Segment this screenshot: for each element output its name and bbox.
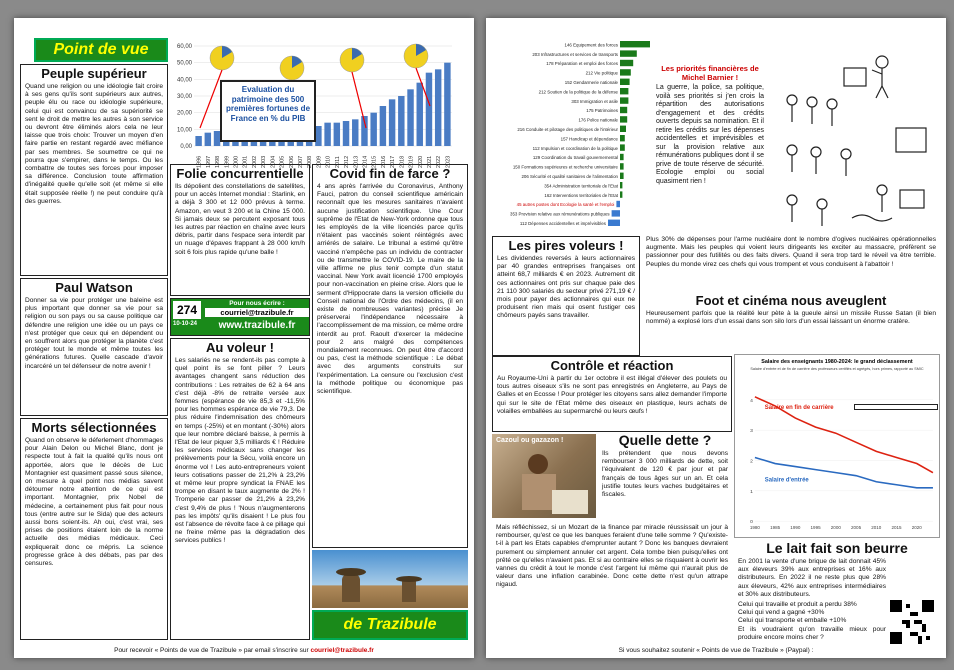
x-tick-label: 2017	[390, 155, 397, 168]
article-title: Quelle dette ?	[618, 432, 712, 448]
fortune-bar	[205, 133, 211, 146]
priority-label: 129 Coordination du travail gouvernemental	[532, 155, 618, 161]
priority-bar	[620, 79, 630, 85]
priority-bar	[620, 50, 637, 56]
article-title: Au voleur !	[206, 340, 274, 355]
article-foot	[642, 292, 940, 354]
x-tick-label: 2005	[279, 155, 286, 168]
priority-label: 157 Handicap et dépendance	[560, 136, 618, 142]
article-body: Les salariés ne se rendent-ils pas compte à quel point ils se font piller ? Leurs avantages changent sans réduction des contributions : Les retraites de 62 à 64 ans c'est déjà -8% de retraite versée aux femmes (espérance de vie 85,3 et -11,5% pour les hommes espérance de vie 79,3. De plus réduire l'indemnisation des chômeurs en temps (-25%) et en montant (-30%) alors que leur nombre déclaré baisse, à permis à l'Etat de leur piquer 3,5 milliards € ! Réduire les services médicaux sans changer les prélèvements pour la Sécu, voilà encore un énorme vol ! Les auto-entrepreneurs voient leurs cotisations passer de 21,2% à 23,2% et même leur propre syndicat la FNAE les trompe en disant le taux augmente de 2% ! Tromperie car passer de 21,2% à 23,2% c'est 9,4% de plus ! 'Nous n'augmenterons pas les impôts' qu'ils disaient ! Le plus fou est l'absence de révolte face à ce pillage qui ne freine même pas la dégradation des services publics !	[175, 357, 305, 545]
fortune-bar	[426, 73, 432, 146]
priority-bar	[620, 107, 627, 113]
photo-label: Cazoul ou gazazon !	[496, 437, 564, 444]
x-tick-label: 1985	[770, 525, 781, 531]
dette-continued: Mais réfléchissez, si un Mozart de la finance par miracle réussissait un jour à rembourser, qu'est ce que les banques feraient d'une telle somme ? Qu'existe-t-il à part les Etats capables d'emprunter autant ? Donc les banques devraient purement ou simplement annuler cet argent. Cela tombe bien puisqu'elles ont prêté ce qu'elles n'avaient pas. Et si au contraire elles se risquaient à ouvrir les vannes du crédit à tout le monde c'est l'argent lui même qui n'aurait plus de valeur dans une inflation carabinée. Donc cette dette n'est qu'un attrape nigaud.	[496, 524, 728, 589]
x-tick-label: 1980	[749, 525, 760, 531]
article-body: 4 ans après l'arrivée du Coronavirus, Anthony Fauci, patron du conseil scientifique américain reconnaît que les mesures sanitaires n'avaient aucune justification scientifique. Une Cour suprême de l'Etat de New-York ordonne que tous les employés de la ville licenciés parce qu'ils n'étaient pas vaccinés soient réintégrés avec arriérés de salaire. Le tribunal a estimé qu'être vacciné n'empêche pas un individu de contracter ou de transmettre le COVID-19. Le maire de la ville affirme ne plus tenir compte d'un statut vaccinal. New York avait licencié 1700 employés pour non-vaccination en pleine crise. Alors que le serment d'Hippocrate dans la version officielle du Conseil national de l'Ordre des médecins, (il en existe de nombreuses variantes) précise Je préserverai l'indépendance nécessaire à l'accomplissement de ma mission, ce même ordre interdit au prof. Raoult d'exercer la médecine pour 2 ans malgré des compétences mondialement reconnues. On peut être d'accord ou pas, c'est la méthode scientifique : Le débat avec des arguments construits sur l'expérimentation. La censure ou l'exclusion c'est la méthode politique ou économique pas scientifique.	[317, 183, 464, 396]
x-tick-label: 1995	[810, 525, 821, 531]
article-covid	[312, 164, 468, 548]
x-tick-label: 2000	[233, 155, 240, 168]
priority-label: 303 Immigration et asile	[571, 98, 618, 104]
priority-label: 178 Préparation et emploi des forces	[546, 61, 618, 67]
priority-bar	[616, 201, 620, 207]
fortune-bar	[398, 96, 404, 146]
chart-caption: Evaluation du patrimoine des 500 premières fortunes de France en % du PIB	[220, 80, 316, 142]
footer-email[interactable]: courriel@trazibule.fr	[310, 647, 374, 654]
x-tick-label: 2008	[307, 155, 314, 168]
right-page	[486, 18, 946, 658]
article-body: En 2001 la vente d'une brique de lait donnait 45% aux éleveurs 39% aux entreprises et 16% aux distributeurs. En 2022 il ne reste plus que 28% aux éleveurs, 42% aux entreprises intermédiaires et 30% aux distributeurs.	[738, 558, 886, 598]
x-tick-label: 1990	[790, 525, 801, 531]
x-tick-label: 1996	[196, 155, 203, 168]
fortune-bar	[444, 63, 450, 146]
x-tick-label: 2020	[417, 155, 424, 168]
article-body: Ils dépolient des constellations de satellites, pour un accès Internet mondial : Starlink, en a déjà 3 300 et 12 000 prévus à terme. Amazon, en veut 3 200 et la Chine 15 000. Si jamais deux se percutent exposant tous les autres par réaction en chaîne avec leurs débris, partir dans l'espace sera interdit par un nuage d'épaves frappant à 28 000 km/h soit 6 fois plus rapide qu'une balle !	[175, 183, 305, 256]
priority-bar	[620, 69, 631, 75]
priority-bar	[620, 126, 626, 132]
cartoon-illustration	[772, 40, 938, 236]
priority-label: 162 Interventions territoriales de l'Etat	[544, 192, 618, 198]
x-tick-label: 2002	[251, 155, 258, 168]
y-tick-label: 4	[750, 398, 753, 404]
fortune-bar	[352, 119, 358, 146]
priorities-chart	[492, 38, 650, 234]
priority-label: 203 Infrastructures et services de transports	[532, 51, 618, 57]
x-tick-label: 1999	[224, 155, 231, 168]
arrow	[200, 70, 222, 128]
y-tick-label: 30,00	[176, 94, 192, 100]
qr-code[interactable]	[890, 600, 934, 644]
priorities-title: Les priorités financières de Michel Barnier !	[661, 64, 759, 82]
x-tick-label: 1998	[215, 155, 222, 168]
article-watson	[20, 278, 168, 416]
fortune-bar	[407, 89, 413, 146]
issue-box	[170, 298, 310, 336]
y-tick-label: 50,00	[176, 60, 192, 67]
series-label-fin: Salaire en fin de carrière	[764, 404, 834, 411]
priority-bar	[620, 191, 622, 197]
x-tick-label: 2016	[380, 155, 387, 168]
left-footer	[14, 647, 474, 654]
priority-label: 176 Police nationale	[578, 117, 618, 123]
x-tick-label: 2013	[353, 155, 360, 168]
priority-bar	[620, 173, 624, 179]
issue-email[interactable]: courriel@trazibule.fr	[205, 308, 309, 317]
priority-label: 206 Sécurité et qualité sanitaires de l'alimentation	[521, 174, 618, 179]
article-body: Ils prétendent que nous devons rembourser 3 000 milliards de dette, soit l'équivalent de 120 € par jour et par français de tous âges sur un an. Et cela justifie toutes leurs vaches budgétaires et fiscales.	[602, 450, 728, 499]
x-tick-label: 2010	[871, 525, 882, 531]
x-tick-label: 2012	[344, 155, 351, 168]
lait-line-3: Celui qui transporte et emballe +10%	[738, 617, 847, 625]
x-tick-label: 2015	[891, 525, 902, 531]
priority-label: 152 Gendarmerie nationale	[564, 80, 618, 85]
fortune-bar	[343, 121, 349, 146]
lait-line-4: Et ils voudraient qu'on travaille mieux pour produire encore moins cher ?	[738, 625, 886, 640]
article-body: Les dividendes reversés à leurs actionnaires par 40 grandes entreprises françaises ont atteint 68,7 milliards € en 2023. Autrement dit ces actionnaires ont pris sur chaque paie des 21 110 300 salariés du secteur privé 271,19 € / mois pour payer des actionnaires qui eux ne produisent rien mais qui osent fustiger ces chômeurs payés sans travailler.	[497, 255, 635, 320]
article-pires	[492, 236, 640, 356]
priority-bar	[620, 163, 624, 169]
priority-label: 45 autres postes dont Ecologie la santé et l'emploi	[516, 202, 615, 208]
x-tick-label: 2020	[911, 525, 922, 531]
fortune-bar	[417, 83, 423, 146]
x-tick-label: 2006	[288, 155, 295, 168]
article-title: Folie concurrentielle	[176, 166, 304, 181]
issue-date: 10-10-24	[173, 321, 198, 327]
x-tick-label: 2004	[270, 155, 277, 168]
article-folie	[170, 164, 310, 296]
article-title: Foot et cinéma nous aveuglent	[695, 293, 887, 308]
priority-label: 112 Dépenses accidentelles et imprévisibles	[519, 221, 606, 226]
x-tick-label: 2005	[851, 525, 862, 531]
x-tick-label: 2010	[325, 155, 332, 168]
y-tick-label: 60,00	[176, 44, 192, 50]
priority-bar	[608, 220, 620, 226]
priority-label: 212 Vie politique	[585, 70, 618, 76]
priority-label: 112 Impulsion et coordination de la politique	[532, 145, 618, 151]
y-tick-label: 0,00	[180, 144, 192, 150]
priority-bar	[612, 210, 620, 216]
issue-number: 274	[173, 301, 201, 319]
x-tick-label: 2007	[297, 155, 304, 168]
x-tick-label: 2023	[445, 155, 452, 168]
priorities-block	[652, 64, 768, 230]
y-tick-label: 1	[750, 489, 753, 495]
article-controle	[492, 356, 732, 432]
article-dette	[598, 432, 732, 522]
priority-label: 175 Patrimoines	[586, 108, 618, 114]
banner-de-trazibule: de Trazibule	[312, 610, 468, 640]
x-tick-label: 2022	[436, 155, 443, 168]
lait-line-2: Celui qui vend a gagné +30%	[738, 609, 825, 617]
footer-text: Pour recevoir « Points de vue de Trazibule » par email s'inscrire sur	[114, 647, 309, 654]
article-title: Paul Watson	[55, 280, 133, 295]
priority-bar	[620, 41, 650, 47]
left-page	[14, 18, 474, 658]
priority-bar	[620, 97, 628, 103]
y-tick-label: 2	[750, 459, 753, 465]
x-tick-label: 1997	[205, 155, 212, 168]
priority-bar	[620, 154, 624, 160]
fortune-bar	[380, 106, 386, 146]
write-label: Pour nous écrire :	[229, 300, 285, 307]
article-body: Au Royaume-Uni à partir du 1er octobre il est illégal d'élever des poulets ou tous autres oiseaux s'ils ne sont pas enregistrés en Angleterre, au Pays de Galles et en Ecosse ! Pour protéger les citoyens sans allez demander l'importe qui sur le site de l'Etat même des oiseaux en plastique, leurs achats de volailles emballées au supermarché ou leurs œufs !	[497, 375, 727, 415]
priority-label: 353 Provision relative aux rémunérations publiques	[510, 211, 610, 217]
lait-line-1-text: Celui qui travaille et produit a perdu 38%	[738, 601, 857, 609]
y-tick-label: 0	[750, 520, 753, 526]
y-tick-label: 3	[750, 429, 753, 435]
y-tick-label: 20,00	[176, 110, 192, 117]
article-body: Donner sa vie pour protéger une baleine est plus important que donner sa vie pour sa religion ou son pays ou sa cause politique car défendre une religion une idée ou un pays ce n'est protéger que ceux qui en dépendent ou en souffrent alors que protéger la planète c'est protéger tout le monde et même toutes les générations futures. Quelle cascade d'avoir incarcéré un tel défenseur de notre avenir !	[25, 297, 163, 370]
salary-note	[854, 404, 938, 410]
x-tick-label: 2019	[408, 155, 415, 168]
article-title: Le lait fait son beurre	[766, 540, 908, 556]
x-tick-label: 2014	[362, 155, 369, 168]
article-title: Contrôle et réaction	[550, 358, 674, 373]
fortune-bar	[324, 123, 330, 146]
issue-site[interactable]: www.trazibule.fr	[218, 320, 296, 331]
x-tick-label: 2021	[426, 155, 433, 168]
x-tick-label: 2018	[399, 155, 406, 168]
x-tick-label: 2011	[334, 156, 341, 168]
fortune-bar	[334, 123, 340, 146]
x-tick-label: 2000	[830, 525, 841, 531]
priority-bar	[620, 135, 625, 141]
priority-bar	[620, 144, 625, 150]
x-tick-label: 2001	[242, 155, 249, 168]
article-title: Covid fin de farce ?	[329, 166, 451, 181]
right-footer: Si vous souhaitez soutenir « Points de vue de Trazibule » (Paypal) :	[618, 647, 814, 654]
fortune-bar	[195, 136, 201, 146]
article-peuple	[20, 64, 168, 276]
article-body: Quand on observe le déferlement d'hommages pour Alain Delon ou Michel Blanc, dont je respecte tout à fait la qualité qu'ils nous ont apportée, alors que le décès de Luc Montagnier est quasiment passé sous silence, on mesure à quel point nos médias savent détourner notre attention de ce qui est important. Montagnier, prix Nobel de médecine, a certainement plus fait pour nous tous (entre autre sur le Sida) que des acteurs aussi bons soient-ils. Ah oui, c'est vrai, ses prises de positions étaient loin de la norme actuelle des médias médicaux. Ceci expliquerait donc ce mépris. La science progresse grâce à des débats, pas par des censures.	[25, 437, 163, 568]
priority-bar	[620, 60, 633, 66]
salary-chart-title: Salaire des enseignants 1980-2024: le grand déclassement	[761, 358, 913, 365]
priority-bar	[620, 182, 622, 188]
x-tick-label: 2015	[371, 155, 378, 168]
priority-bar	[620, 88, 628, 94]
article-title: Les pires voleurs !	[508, 238, 624, 253]
priority-label: 146 Equipement des forces	[564, 42, 618, 48]
salary-chart	[734, 354, 940, 538]
landscape-photo	[312, 550, 468, 608]
priorities-body: La guerre, la police, sa politique, voilà ses priorités si j'en crois la répartition des autorisations d'engagement et des crédits ouverts depuis sa nomination. Et il retire les crédits sur les dépenses accidentelles et imprévisibles et sur la provision relative aux rémunérations publiques dont il se prive de toute réserve de sécurité. Ecologie emploi ou social quasiment rien !	[656, 84, 764, 185]
priority-label: 354 Administration territoriale de l'Etat	[544, 183, 618, 189]
series-label-entree: Salaire d'entrée	[764, 477, 809, 484]
article-morts	[20, 418, 168, 640]
article-voleur	[170, 338, 310, 640]
priority-label: 212 Soutien de la politique de la défense	[538, 89, 618, 95]
salary-chart-subtitle: Salaire d'entrée et de fin de carrière des professeurs certifiés et agrégés, hors primes, rapporté au SMIC	[750, 366, 924, 371]
article-body: Quand une religion ou une idéologie fait croire à ses gens qu'ils sont supérieurs aux autres, peuple élu ou race ou idéologie supérieure, celui qui est convaincu de sa supériorité se sent le droit de mettre les autres à son service ou devront être éliminés alors cela ne leur laisse que trois choix: Trouver un moyen d'en faire partie en restant regardé avec méfiance par ses membres. Se soumettre ce qui ne pourra que s'empirer, dans le temps. Ou les combattre de toutes ses forces pour imposer sa différence. Conclusion toute affirmation d'inégalité quelle qu'elle soit (et même si elle était supposée réelle !) ne peut conduire qu'à des guerres.	[25, 83, 163, 205]
fortune-bar	[315, 126, 321, 146]
x-tick-label: 2003	[261, 155, 268, 168]
x-tick-label: 2009	[316, 155, 323, 168]
article-title: Morts sélectionnées	[31, 420, 157, 435]
fortune-bar	[435, 69, 441, 146]
nuclear-text: Plus 30% de dépenses pour l'arme nucléaire dont le nombre d'ogives nucléaires opérationnelles augmente. Mais les peuples qui voient leurs dirigeants les exciter au massacre, préfèrent se passionner pour des futilités ou des faits divers. Quand il sera trop tard le réveil va être terrible. Peuples du monde virez ces chefs qui vous trompent et vous conduisent à l'abattoir !	[646, 236, 936, 268]
y-tick-label: 10,00	[176, 127, 192, 134]
priority-label: 150 Formations supérieures et recherche universitaire	[512, 164, 618, 170]
banner-point-de-vue: Point de vue	[34, 38, 168, 62]
priority-bar	[620, 116, 627, 122]
priority-label: 216 Conduite et pilotage des politiques de l'intérieur	[517, 127, 618, 132]
fortune-bar	[389, 99, 395, 146]
y-tick-label: 40,00	[176, 77, 192, 84]
fortune-bar	[370, 113, 376, 146]
child-photo	[492, 434, 596, 518]
article-title: Peuple supérieur	[41, 66, 147, 81]
article-body: Heureusement parfois que la réalité leur pète à la gueule ainsi un missile Russe Satan (il bien nommé) a explosé lors d'un essai dans son silo lors d'un essai laissant un énorme cratère.	[646, 310, 936, 326]
